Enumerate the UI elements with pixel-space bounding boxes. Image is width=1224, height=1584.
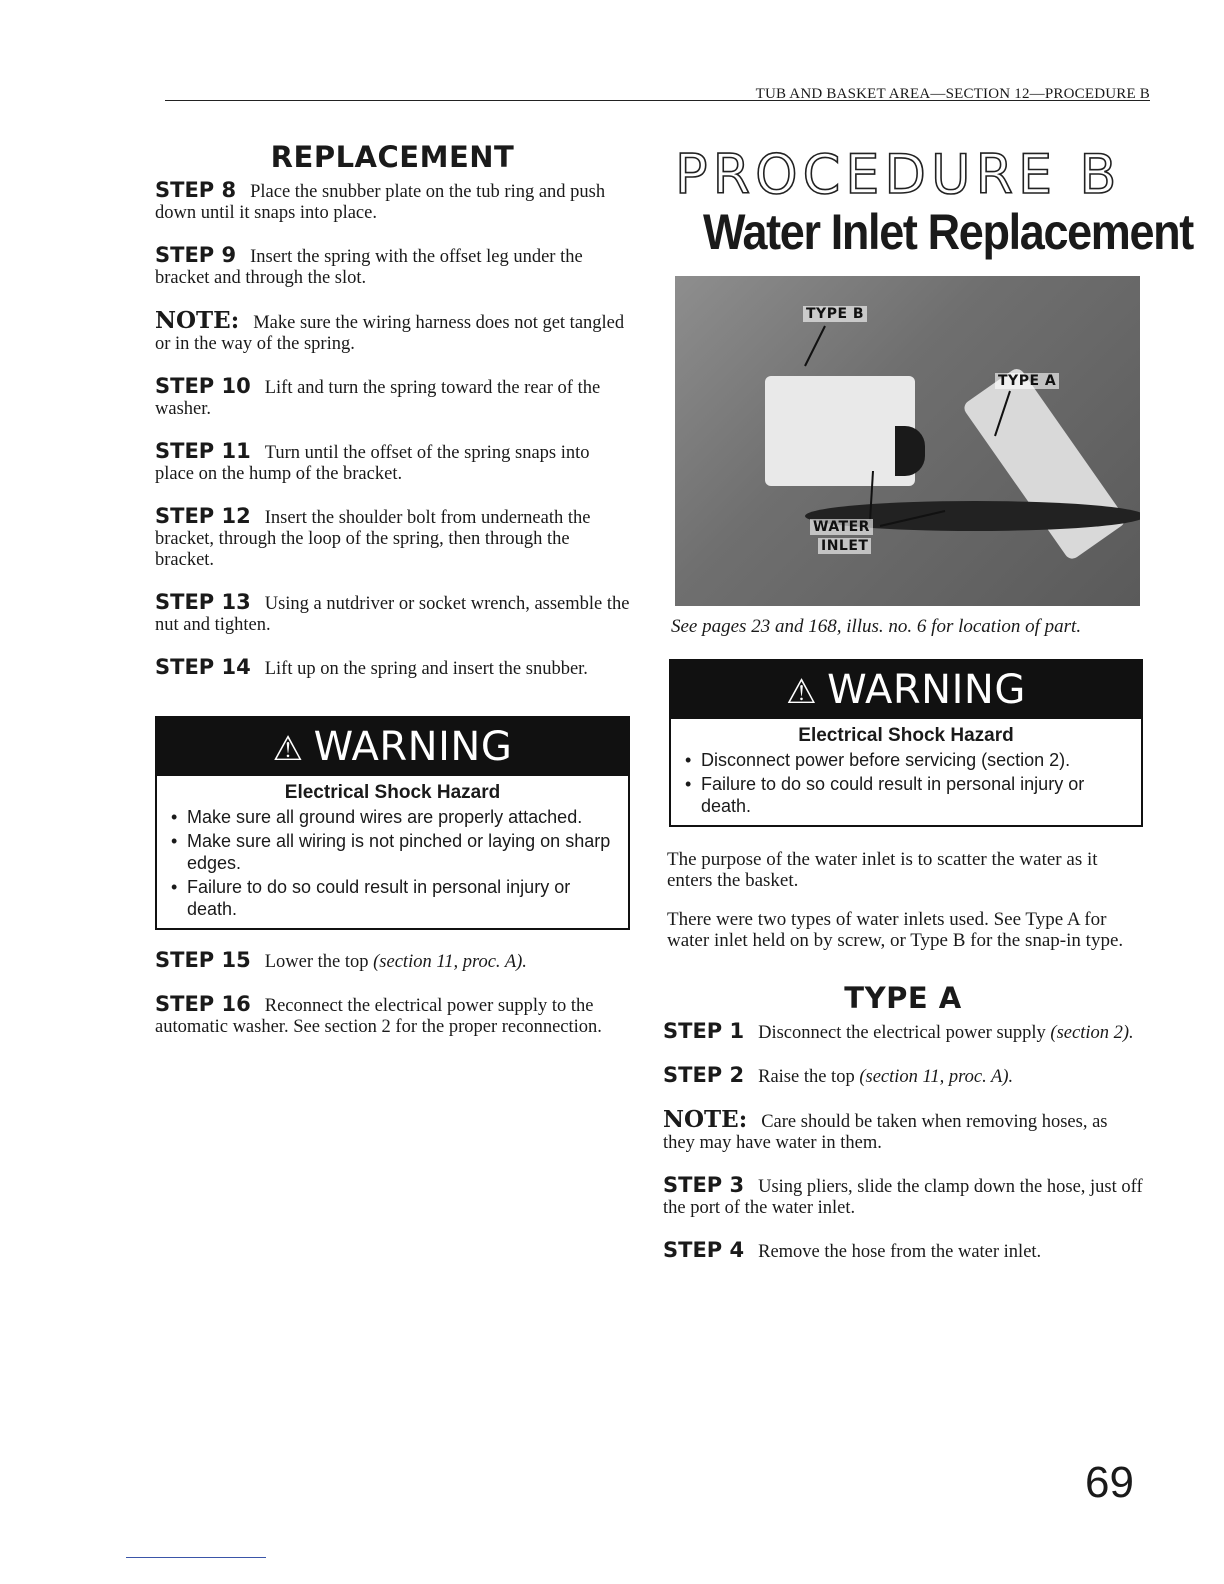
procedure-heading: PROCEDURE B [675,143,1122,206]
step-3: STEP 3 Using pliers, slide the clamp down the hose, just off the port of the water inlet. [663,1173,1143,1218]
page-number: 69 [1085,1458,1134,1507]
paragraph-purpose: The purpose of the water inlet is to scatter the water as it enters the basket. [667,849,1098,891]
warning-header: ⚠ WARNING [157,718,628,776]
warning-item: • Make sure all ground wires are properly attached. [171,806,616,828]
label-type-a: TYPE A [995,373,1059,389]
paragraph-types: There were two types of water inlets used. See Type A for water inlet held on by screw, or Type B for the snap-in type. [667,909,1124,951]
photo-caption: See pages 23 and 168, illus. no. 6 for location of part. [671,616,1082,637]
water-inlet-photo [675,276,1140,606]
note-hoses: NOTE: Care should be taken when removing hoses, as they may have water in them. [663,1106,1108,1153]
step-11: STEP 11 Turn until the offset of the spring snaps into place on the hump of the bracket. [155,439,590,484]
warning-item: • Failure to do so could result in personal injury or death. [685,773,1129,817]
note-wiring: NOTE: Make sure the wiring harness does not get tangled or in the way of the spring. [155,307,625,354]
warning-item: • Make sure all wiring is not pinched or laying on sharp edges. [171,830,616,874]
step-2: STEP 2 Raise the top (section 11, proc. A). [663,1063,1014,1087]
step-16: STEP 16 Reconnect the electrical power supply to the automatic washer. See section 2 for the proper reconnection. [155,992,602,1037]
footer-rule [126,1557,266,1558]
warning-list [157,806,628,928]
label-type-b: TYPE B [803,306,867,322]
warning-triangle-icon: ⚠ [786,672,818,712]
photo-leader-lines [675,276,1140,606]
warning-header: ⚠ WARNING [671,661,1141,719]
step-4: STEP 4 Remove the hose from the water inlet. [663,1238,1042,1262]
step-8: STEP 8 Place the snubber plate on the tub ring and push down until it snaps into place. [155,178,606,223]
step-12: STEP 12 Insert the shoulder bolt from underneath the bracket, through the loop of the spring, then through the bracket. [155,504,591,570]
step-10: STEP 10 Lift and turn the spring toward the rear of the washer. [155,374,601,419]
label-water: WATER [810,519,873,535]
warning-triangle-icon: ⚠ [272,729,304,769]
step-1: STEP 1 Disconnect the electrical power supply (section 2). [663,1019,1134,1043]
step-13: STEP 13 Using a nutdriver or socket wrench, assemble the nut and tighten. [155,590,630,635]
right-column [663,140,1193,1284]
section-title-replacement: REPLACEMENT [270,140,515,174]
warning-item: • Failure to do so could result in personal injury or death. [171,876,616,920]
step-9: STEP 9 Insert the spring with the offset leg under the bracket and through the slot. [155,243,583,288]
label-inlet: INLET [818,538,871,554]
left-column [155,140,630,1059]
step-14: STEP 14 Lift up on the spring and insert the snubber. [155,655,588,679]
warning-box-right [669,659,1143,827]
running-header: TUB AND BASKET AREA—SECTION 12—PROCEDURE B [755,86,1150,102]
warning-item: • Disconnect power before servicing (section 2). [685,749,1129,771]
section-title-type-a: TYPE A [844,981,962,1015]
step-15: STEP 15 Lower the top (section 11, proc. A). [155,948,527,972]
warning-box-left [155,716,630,930]
warning-subtitle: Electrical Shock Hazard [284,782,501,803]
warning-subtitle: Electrical Shock Hazard [798,725,1014,746]
procedure-title: Water Inlet Replacement [703,204,1193,260]
warning-list [671,749,1141,825]
